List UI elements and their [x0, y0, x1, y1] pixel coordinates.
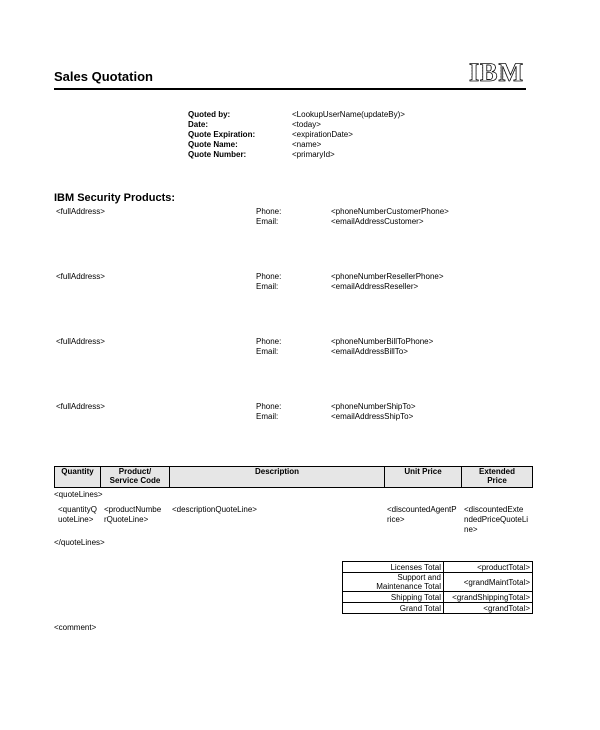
- phone-label: Phone:: [256, 337, 282, 346]
- ibm-logo: IBM: [469, 58, 524, 87]
- row-product-line1: <productNumbe: [104, 505, 162, 514]
- row-unit-line1: <discountedAgentP: [387, 505, 457, 514]
- ship-to-email: <emailAddressShipTo>: [331, 412, 414, 421]
- quoted-by-value: <LookupUserName(updateBy)>: [292, 110, 405, 119]
- quoted-by-label: Quoted by:: [188, 110, 231, 119]
- ship-to-contact-values: [331, 402, 416, 422]
- quote-name-value: <name>: [292, 140, 322, 149]
- customer-email: <emailAddressCustomer>: [331, 217, 424, 226]
- product-code-header: Product/ Service Code: [101, 467, 170, 488]
- page-title: Sales Quotation: [54, 69, 153, 84]
- email-label: Email:: [256, 217, 279, 226]
- phone-label: Phone:: [256, 207, 282, 216]
- quote-number-value: <primaryId>: [292, 150, 335, 159]
- reseller-phone: <phoneNumberResellerPhone>: [331, 272, 444, 281]
- bill-to-email: <emailAddressBillTo>: [331, 347, 408, 356]
- header-divider: [54, 88, 526, 90]
- licenses-total-row: [343, 562, 533, 573]
- row-unit-price: [387, 505, 457, 525]
- row-ext-line3: ne>: [464, 525, 478, 534]
- date-label: Date:: [188, 120, 209, 129]
- totals-table: [342, 561, 533, 614]
- line-items-table: [54, 466, 533, 488]
- ship-to-contact-labels: [256, 402, 281, 422]
- email-label: Email:: [256, 347, 279, 356]
- maintenance-total-row: [343, 573, 533, 592]
- shipping-total-value: <grandShippingTotal>: [444, 592, 533, 603]
- quote-number-label: Quote Number:: [188, 150, 247, 159]
- reseller-address: <fullAddress>: [56, 272, 105, 281]
- grand-total-row: [343, 603, 533, 614]
- customer-contact-labels: [256, 207, 281, 227]
- quote-expiration-value: <expirationDate>: [292, 130, 353, 139]
- table-header-row: [55, 467, 533, 488]
- row-description: <descriptionQuoteLine>: [172, 505, 257, 514]
- quote-lines-start-tag: <quoteLines>: [54, 490, 103, 499]
- shipping-total-row: [343, 592, 533, 603]
- quantity-header: Quantity: [55, 467, 101, 488]
- ship-to-address: <fullAddress>: [56, 402, 105, 411]
- customer-address: <fullAddress>: [56, 207, 105, 216]
- row-unit-line2: rice>: [387, 515, 405, 524]
- licenses-total-value: <productTotal>: [444, 562, 533, 573]
- quote-info-labels: [188, 110, 255, 160]
- maintenance-total-label: Support and Maintenance Total: [343, 573, 444, 592]
- row-product: [104, 505, 161, 525]
- customer-contact-values: [331, 207, 449, 227]
- grand-total-value: <grandTotal>: [444, 603, 533, 614]
- reseller-contact-values: [331, 272, 444, 292]
- row-quantity-line2: uoteLine>: [58, 515, 94, 524]
- bill-to-phone: <phoneNumberBillToPhone>: [331, 337, 434, 346]
- row-quantity-line1: <quantityQ: [58, 505, 97, 514]
- section-title: IBM Security Products:: [54, 192, 176, 204]
- bill-to-contact-labels: [256, 337, 281, 357]
- row-quantity: [58, 505, 97, 525]
- extended-price-header: Extended Price: [462, 467, 533, 488]
- row-ext-line1: <discountedExte: [464, 505, 524, 514]
- date-value: <today>: [292, 120, 321, 129]
- quote-expiration-label: Quote Expiration:: [188, 130, 256, 139]
- email-label: Email:: [256, 282, 279, 291]
- unit-price-header: Unit Price: [385, 467, 462, 488]
- reseller-contact-labels: [256, 272, 281, 292]
- maintenance-total-value: <grandMaintTotal>: [444, 573, 533, 592]
- phone-label: Phone:: [256, 272, 282, 281]
- bill-to-address: <fullAddress>: [56, 337, 105, 346]
- grand-total-label: Grand Total: [343, 603, 444, 614]
- row-ext-line2: ndedPriceQuoteLi: [464, 515, 529, 524]
- bill-to-contact-values: [331, 337, 433, 357]
- comment-field: <comment>: [54, 623, 97, 632]
- phone-label: Phone:: [256, 402, 282, 411]
- email-label: Email:: [256, 412, 279, 421]
- row-product-line2: rQuoteLine>: [104, 515, 149, 524]
- description-header: Description: [170, 467, 385, 488]
- quote-lines-end-tag: </quoteLines>: [54, 538, 105, 547]
- licenses-total-label: Licenses Total: [343, 562, 444, 573]
- reseller-email: <emailAddressReseller>: [331, 282, 419, 291]
- row-extended-price: [464, 505, 528, 535]
- quote-info-values: [292, 110, 405, 160]
- ship-to-phone: <phoneNumberShipTo>: [331, 402, 416, 411]
- quote-name-label: Quote Name:: [188, 140, 238, 149]
- customer-phone: <phoneNumberCustomerPhone>: [331, 207, 449, 216]
- shipping-total-label: Shipping Total: [343, 592, 444, 603]
